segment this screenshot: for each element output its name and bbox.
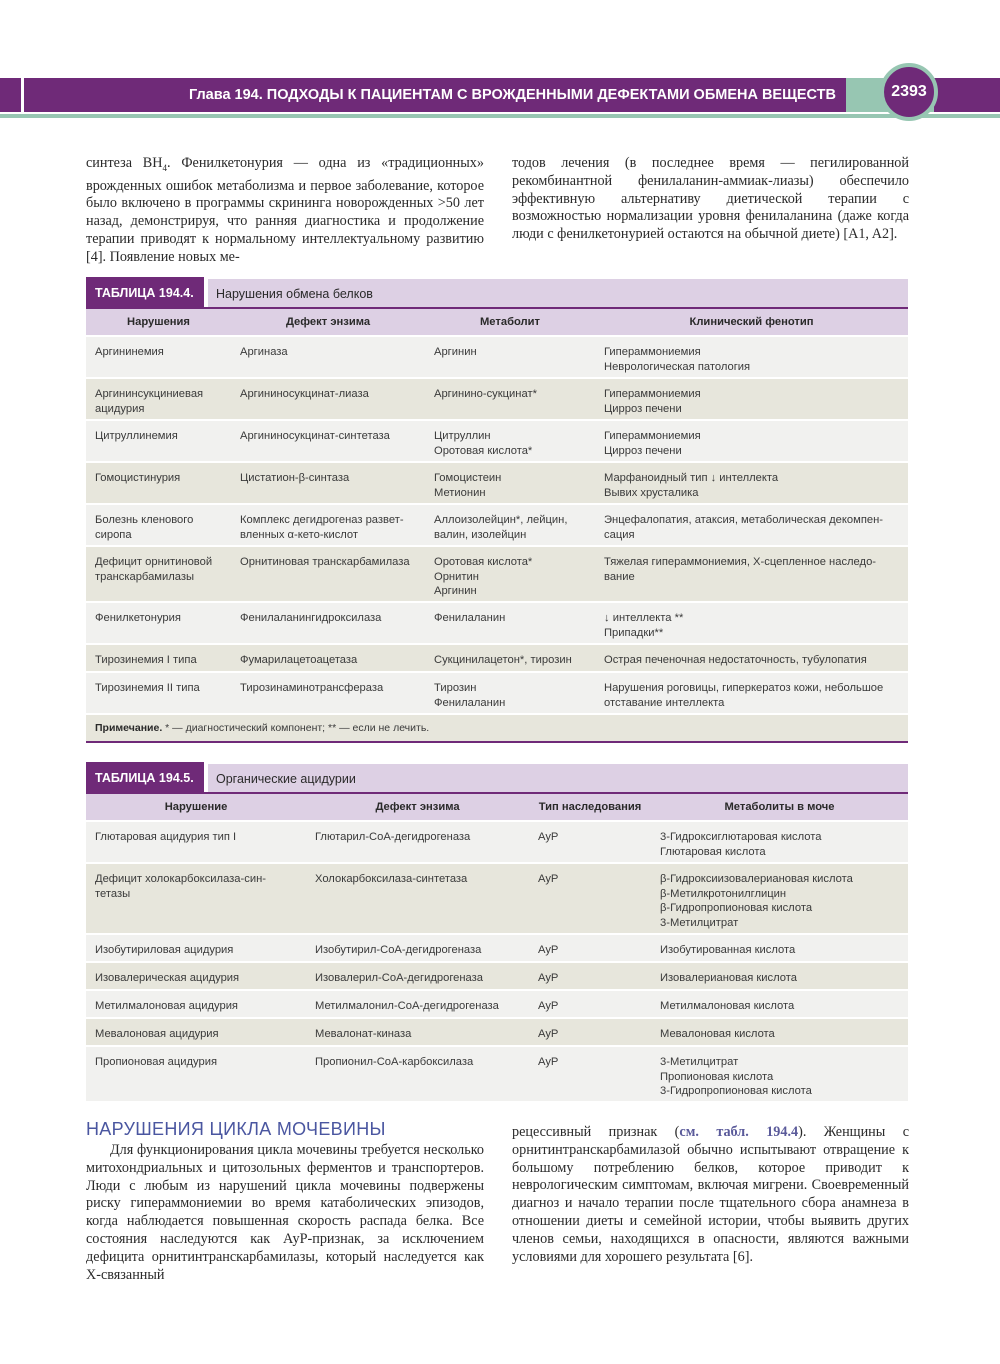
table-cell: Аргининемия	[95, 346, 164, 358]
column-header: Нарушения	[127, 316, 190, 328]
section-right-pre: рецессивный признак (	[512, 1124, 680, 1140]
table-row	[86, 335, 908, 377]
table-cell: Мевалоновая ацидурия	[95, 1028, 219, 1040]
table-cell: Марфаноидный тип ↓ интеллекта Вывих хрусталика	[604, 472, 779, 499]
table-row	[86, 989, 908, 1017]
table-cell: Фенилаланин	[434, 612, 506, 624]
table-cell: Мевалоновая кислота	[660, 1028, 775, 1040]
column-header: Метаболит	[479, 316, 541, 328]
table-cell: Тирозинаминотрансфераза	[240, 682, 384, 694]
table-cell: Гипераммониемия Цирроз печени	[604, 388, 701, 415]
table-cell: АуР	[538, 1028, 559, 1040]
table-body	[86, 820, 908, 1101]
table-cell: Аргинино-сукцинат*	[434, 388, 537, 400]
column-header: Дефект энзима	[375, 801, 460, 813]
table-row	[86, 1017, 908, 1045]
table-cell: Фенилаланингидроксилаза	[240, 612, 382, 624]
table-row	[86, 461, 908, 503]
header-right-band	[934, 78, 1000, 112]
table-cell: Тирозинемия I типа	[95, 654, 197, 666]
table-cell: Изовалерил-СоА-дегидрогеназа	[315, 972, 484, 984]
table-cell: Мевалонат-киназа	[315, 1028, 412, 1040]
table-cell: Дефицит холокарбоксилаза-син- тетазы	[95, 873, 266, 900]
table-cell: β-Гидроксиизовалериановая кислота β-Метилкротонилглицин β-Гидропропионовая кислота 3-Метилцитрат	[660, 873, 853, 929]
table-cell: Аргининосукцинат-лиаза	[240, 388, 369, 400]
table-cell: Изобутированная кислота	[660, 944, 796, 956]
table-cell: Фенилкетонурия	[95, 612, 181, 624]
table-cell: Сукцинилацетон*, тирозин	[434, 654, 572, 666]
table-194-5	[86, 762, 908, 1101]
table-cell: АуР	[538, 1000, 559, 1012]
table-cell: Тяжелая гипераммониемия, X-сцепленное наследо- вание	[604, 556, 877, 583]
table-cell: Гипераммониемия Цирроз печени	[604, 430, 701, 457]
table-cell: Гипераммониемия Неврологическая патология	[604, 346, 751, 373]
table-cell: Аргининосукцинат-синтетаза	[240, 430, 390, 442]
table-cell: Аллоизолейцин*, лейцин, валин, изолейцин	[434, 514, 568, 541]
table-cell: Гомоцистеин Метионин	[434, 472, 502, 499]
column-header: Метаболиты в моче	[724, 801, 835, 813]
table-note	[86, 713, 908, 743]
table-header-bar	[86, 277, 908, 309]
section-title: НАРУШЕНИЯ ЦИКЛА МОЧЕВИНЫ	[86, 1119, 386, 1139]
table-194-4	[86, 277, 908, 743]
note-text: * — диагностический компонент; ** — если не лечить.	[162, 722, 430, 734]
table-cell: Изобутирил-СоА-дегидрогеназа	[315, 944, 482, 956]
table-cell: Нарушения роговицы, гиперкератоз кожи, небольшое отставание интеллекта	[604, 682, 884, 709]
table-cell: Холокарбоксилаза-синтетаза	[315, 873, 468, 885]
table-cell: АуР	[538, 1056, 559, 1068]
table-cell: АуР	[538, 831, 559, 843]
column-header: Тип наследования	[538, 801, 642, 813]
table-tag: ТАБЛИЦА 194.4.	[86, 277, 204, 307]
table-cell: Гомоцистинурия	[95, 472, 181, 484]
table-row	[86, 643, 908, 671]
table-cell: Метилмалоновая кислота	[660, 1000, 795, 1012]
table-cell: АуР	[538, 873, 559, 885]
table-body	[86, 335, 908, 713]
table-cell: Комплекс дегидрогеназ развет- вленных α-кето-кислот	[240, 514, 404, 541]
page-number: 2393	[880, 63, 938, 121]
intro-left-post: . Фенилкетонурия — одна из «традиционных» врожденных ошибок метаболизма и первое заболевание, которое было включено в программы скрининга новорожденных >50 лет назад, демонстрируя, что ранняя диагностика и продолжение терапии приводят к нормальному интеллектуальному развитию [4]. Появление новых ме-	[86, 155, 484, 265]
table-row	[86, 671, 908, 713]
table-row	[86, 961, 908, 989]
intro-left-sub: 4	[162, 162, 168, 173]
table-row	[86, 862, 908, 933]
table-cell: 3-Гидроксиглютаровая кислота Глютаровая кислота	[660, 831, 822, 858]
table-cell: Цитруллинемия	[95, 430, 178, 442]
table-caption: Органические ацидурии	[208, 764, 908, 792]
table-cell: Аргинин	[434, 346, 477, 358]
table-cell: Оротовая кислота* Орнитин Аргинин	[434, 556, 533, 597]
table-cell: Тирозинемия II типа	[95, 682, 200, 694]
table-row	[86, 820, 908, 862]
table-cell: ↓ интеллекта ** Припадки**	[604, 612, 684, 639]
intro-right-text: тодов лечения (в последнее время — пегилированной рекомбинантной фенилаланин-аммиак-лиазы) обеспечило эффективную альтернативу диетической терапии с возможностью нормализации уровня фенилаланина (даже когда люди с фенилкетонурией остаются на обычной диете) [A1, A2].	[512, 155, 909, 243]
table-cell: Орнитиновая транскарбамилаза	[240, 556, 410, 568]
table-cell: Острая печеночная недостаточность, тубулопатия	[604, 654, 867, 666]
table-row	[86, 503, 908, 545]
table-cell: Метилмалонил-СоА-дегидрогеназа	[315, 1000, 499, 1012]
table-cell: Фумарилацетоацетаза	[240, 654, 358, 666]
intro-right-column	[512, 155, 909, 244]
table-cell: Энцефалопатия, атаксия, метаболическая декомпен- сация	[604, 514, 884, 541]
table-row	[86, 1045, 908, 1101]
note-label: Примечание.	[95, 722, 163, 734]
table-cell: Изовалерическая ацидурия	[95, 972, 240, 984]
column-header: Дефект энзима	[285, 316, 371, 328]
table-cell: Цистатион-β-синтаза	[240, 472, 350, 484]
table-cell: Пропионил-СоА-карбоксилаза	[315, 1056, 474, 1068]
table-reference-link[interactable]: см. табл. 194.4	[679, 1124, 799, 1140]
table-cell: Пропионовая ацидурия	[95, 1056, 218, 1068]
table-cell: 3-Метилцитрат Пропионовая кислота 3-Гидропропионовая кислота	[660, 1056, 812, 1097]
table-cell: Глютаровая ацидурия тип I	[95, 831, 237, 843]
table-column-headers	[86, 309, 908, 335]
header-underline	[0, 114, 1000, 118]
table-cell: Болезнь кленового сиропа	[95, 514, 194, 541]
table-row	[86, 377, 908, 419]
table-cell: Аргиназа	[240, 346, 288, 358]
chapter-title: Глава 194. ПОДХОДЫ К ПАЦИЕНТАМ С ВРОЖДЕННЫМИ ДЕФЕКТАМИ ОБМЕНА ВЕЩЕСТВ	[24, 78, 846, 112]
table-cell: АуР	[538, 972, 559, 984]
table-cell: Аргининсукциниевая ацидурия	[95, 388, 204, 415]
column-header: Нарушение	[164, 801, 228, 813]
table-cell: Метилмалоновая ацидурия	[95, 1000, 238, 1012]
table-row	[86, 601, 908, 643]
table-cell: Изовалериановая кислота	[660, 972, 797, 984]
table-cell: Дефицит орнитиновой транскарбамилазы	[95, 556, 213, 583]
column-header: Клинический фенотип	[689, 316, 814, 328]
table-row	[86, 933, 908, 961]
table-cell: Тирозин Фенилаланин	[434, 682, 506, 709]
header-left-band	[0, 78, 21, 112]
table-cell: Изобутириловая ацидурия	[95, 944, 234, 956]
section-left-column	[86, 1142, 484, 1284]
intro-left-column	[86, 155, 484, 267]
table-caption: Нарушения обмена белков	[208, 279, 908, 307]
section-right-post: ). Женщины с орнитинтранскарбамилазой обычно испытывают отвращение к большому потреблению белков, которое приводит к неврологическим симптомам, включая мигрени. Своевременный диагноз и начало терапии после тщательного сбора анамнеза в отношении диеты и семейной истории, чтобы выявить других членов семьи, находящихся в опасности, являются важными условиями для хорошего результата [6].	[512, 1124, 909, 1265]
table-cell: Глютарил-СоА-дегидрогеназа	[315, 831, 471, 843]
intro-left-pre: синтеза BH	[86, 155, 163, 171]
table-row	[86, 545, 908, 601]
table-row	[86, 419, 908, 461]
table-header-bar	[86, 762, 908, 794]
section-right-column	[512, 1124, 909, 1266]
table-cell: АуР	[538, 944, 559, 956]
table-tag: ТАБЛИЦА 194.5.	[86, 762, 204, 792]
section-left-text: Для функционирования цикла мочевины требуется несколько митохондриальных и цитозольных ферментов и транспортеров. Люди с любым из нарушений цикла мочевины подвержены риску гипераммониемии во время катаболических эпизодов, когда наблюдается повышенная скорость распада белка. Все состояния наследуются как АуР-признак, за исключением дефицита орнитинтранскарбамилазы, который наследуется как X-связанный	[86, 1142, 484, 1283]
table-column-headers	[86, 794, 908, 820]
table-cell: Цитруллин Оротовая кислота*	[434, 430, 533, 457]
